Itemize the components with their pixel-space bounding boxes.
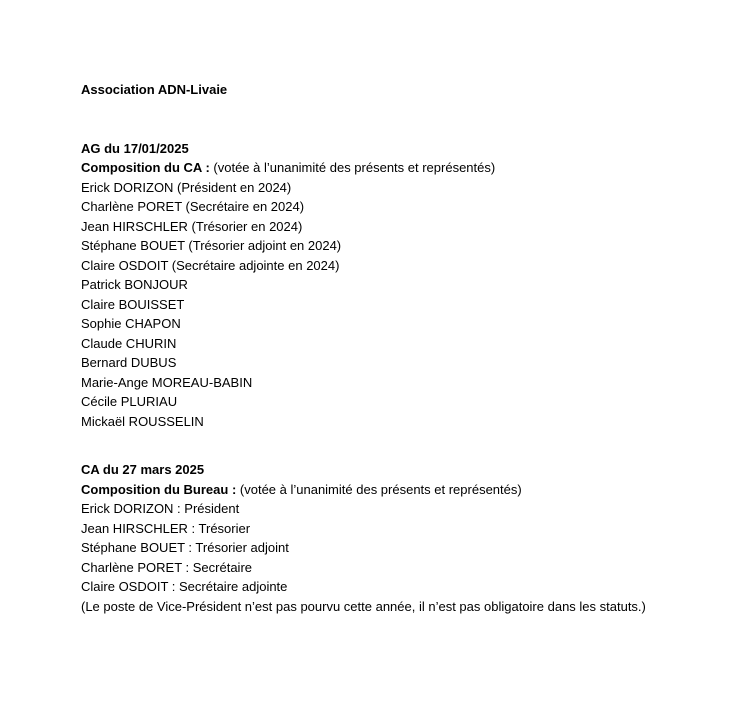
ca-member: Patrick BONJOUR <box>81 277 188 292</box>
ca-member: Cécile PLURIAU <box>81 394 178 409</box>
vice-president-note: (Le poste de Vice-Président n’est pas pourvu cette année, il n’est pas obligatoire dans les statuts.) <box>81 598 646 614</box>
bureau-member: Erick DORIZON : Président <box>81 501 240 516</box>
ca-member: Mickaël ROUSSELIN <box>81 413 204 429</box>
ag-section <box>81 139 746 432</box>
ca-member: Bernard DUBUS <box>81 355 177 370</box>
ca-member: Marie-Ange MOREAU-BABIN <box>81 374 253 390</box>
ca-member: Sophie CHAPON <box>81 316 181 331</box>
ca-member: Claude CHURIN <box>81 335 177 351</box>
ca-member: Erick DORIZON (Président en 2024) <box>81 179 292 195</box>
ca-member: Charlène PORET (Secrétaire en 2024) <box>81 199 305 214</box>
bureau-composition-label: Composition du Bureau : <box>81 481 237 497</box>
spacer <box>81 100 746 139</box>
spacer <box>81 431 746 460</box>
ca-section <box>81 460 746 616</box>
ag-heading: AG du 17/01/2025 <box>81 140 189 156</box>
ca-member: Stéphane BOUET (Trésorier adjoint en 2024) <box>81 238 342 253</box>
ca-composition-note: (votée à l’unanimité des présents et représentés) <box>209 160 496 175</box>
association-title: Association ADN-Livaie <box>81 82 228 97</box>
bureau-composition-note: (votée à l’unanimité des présents et représentés) <box>236 481 522 497</box>
ca-heading: CA du 27 mars 2025 <box>81 462 205 477</box>
bureau-member: Jean HIRSCHLER : Trésorier <box>81 520 251 536</box>
ca-member: Claire OSDOIT (Secrétaire adjointe en 2024) <box>81 257 340 273</box>
ca-composition-line <box>81 158 746 178</box>
bureau-member: Stéphane BOUET : Trésorier adjoint <box>81 540 289 555</box>
bureau-member: Claire OSDOIT : Secrétaire adjointe <box>81 579 288 594</box>
ca-member: Jean HIRSCHLER (Trésorier en 2024) <box>81 218 303 234</box>
document-body <box>81 80 746 616</box>
ca-member: Claire BOUISSET <box>81 296 185 312</box>
bureau-composition-line <box>81 480 746 500</box>
ca-composition-label: Composition du CA : <box>81 160 210 175</box>
bureau-member: Charlène PORET : Secrétaire <box>81 559 252 575</box>
